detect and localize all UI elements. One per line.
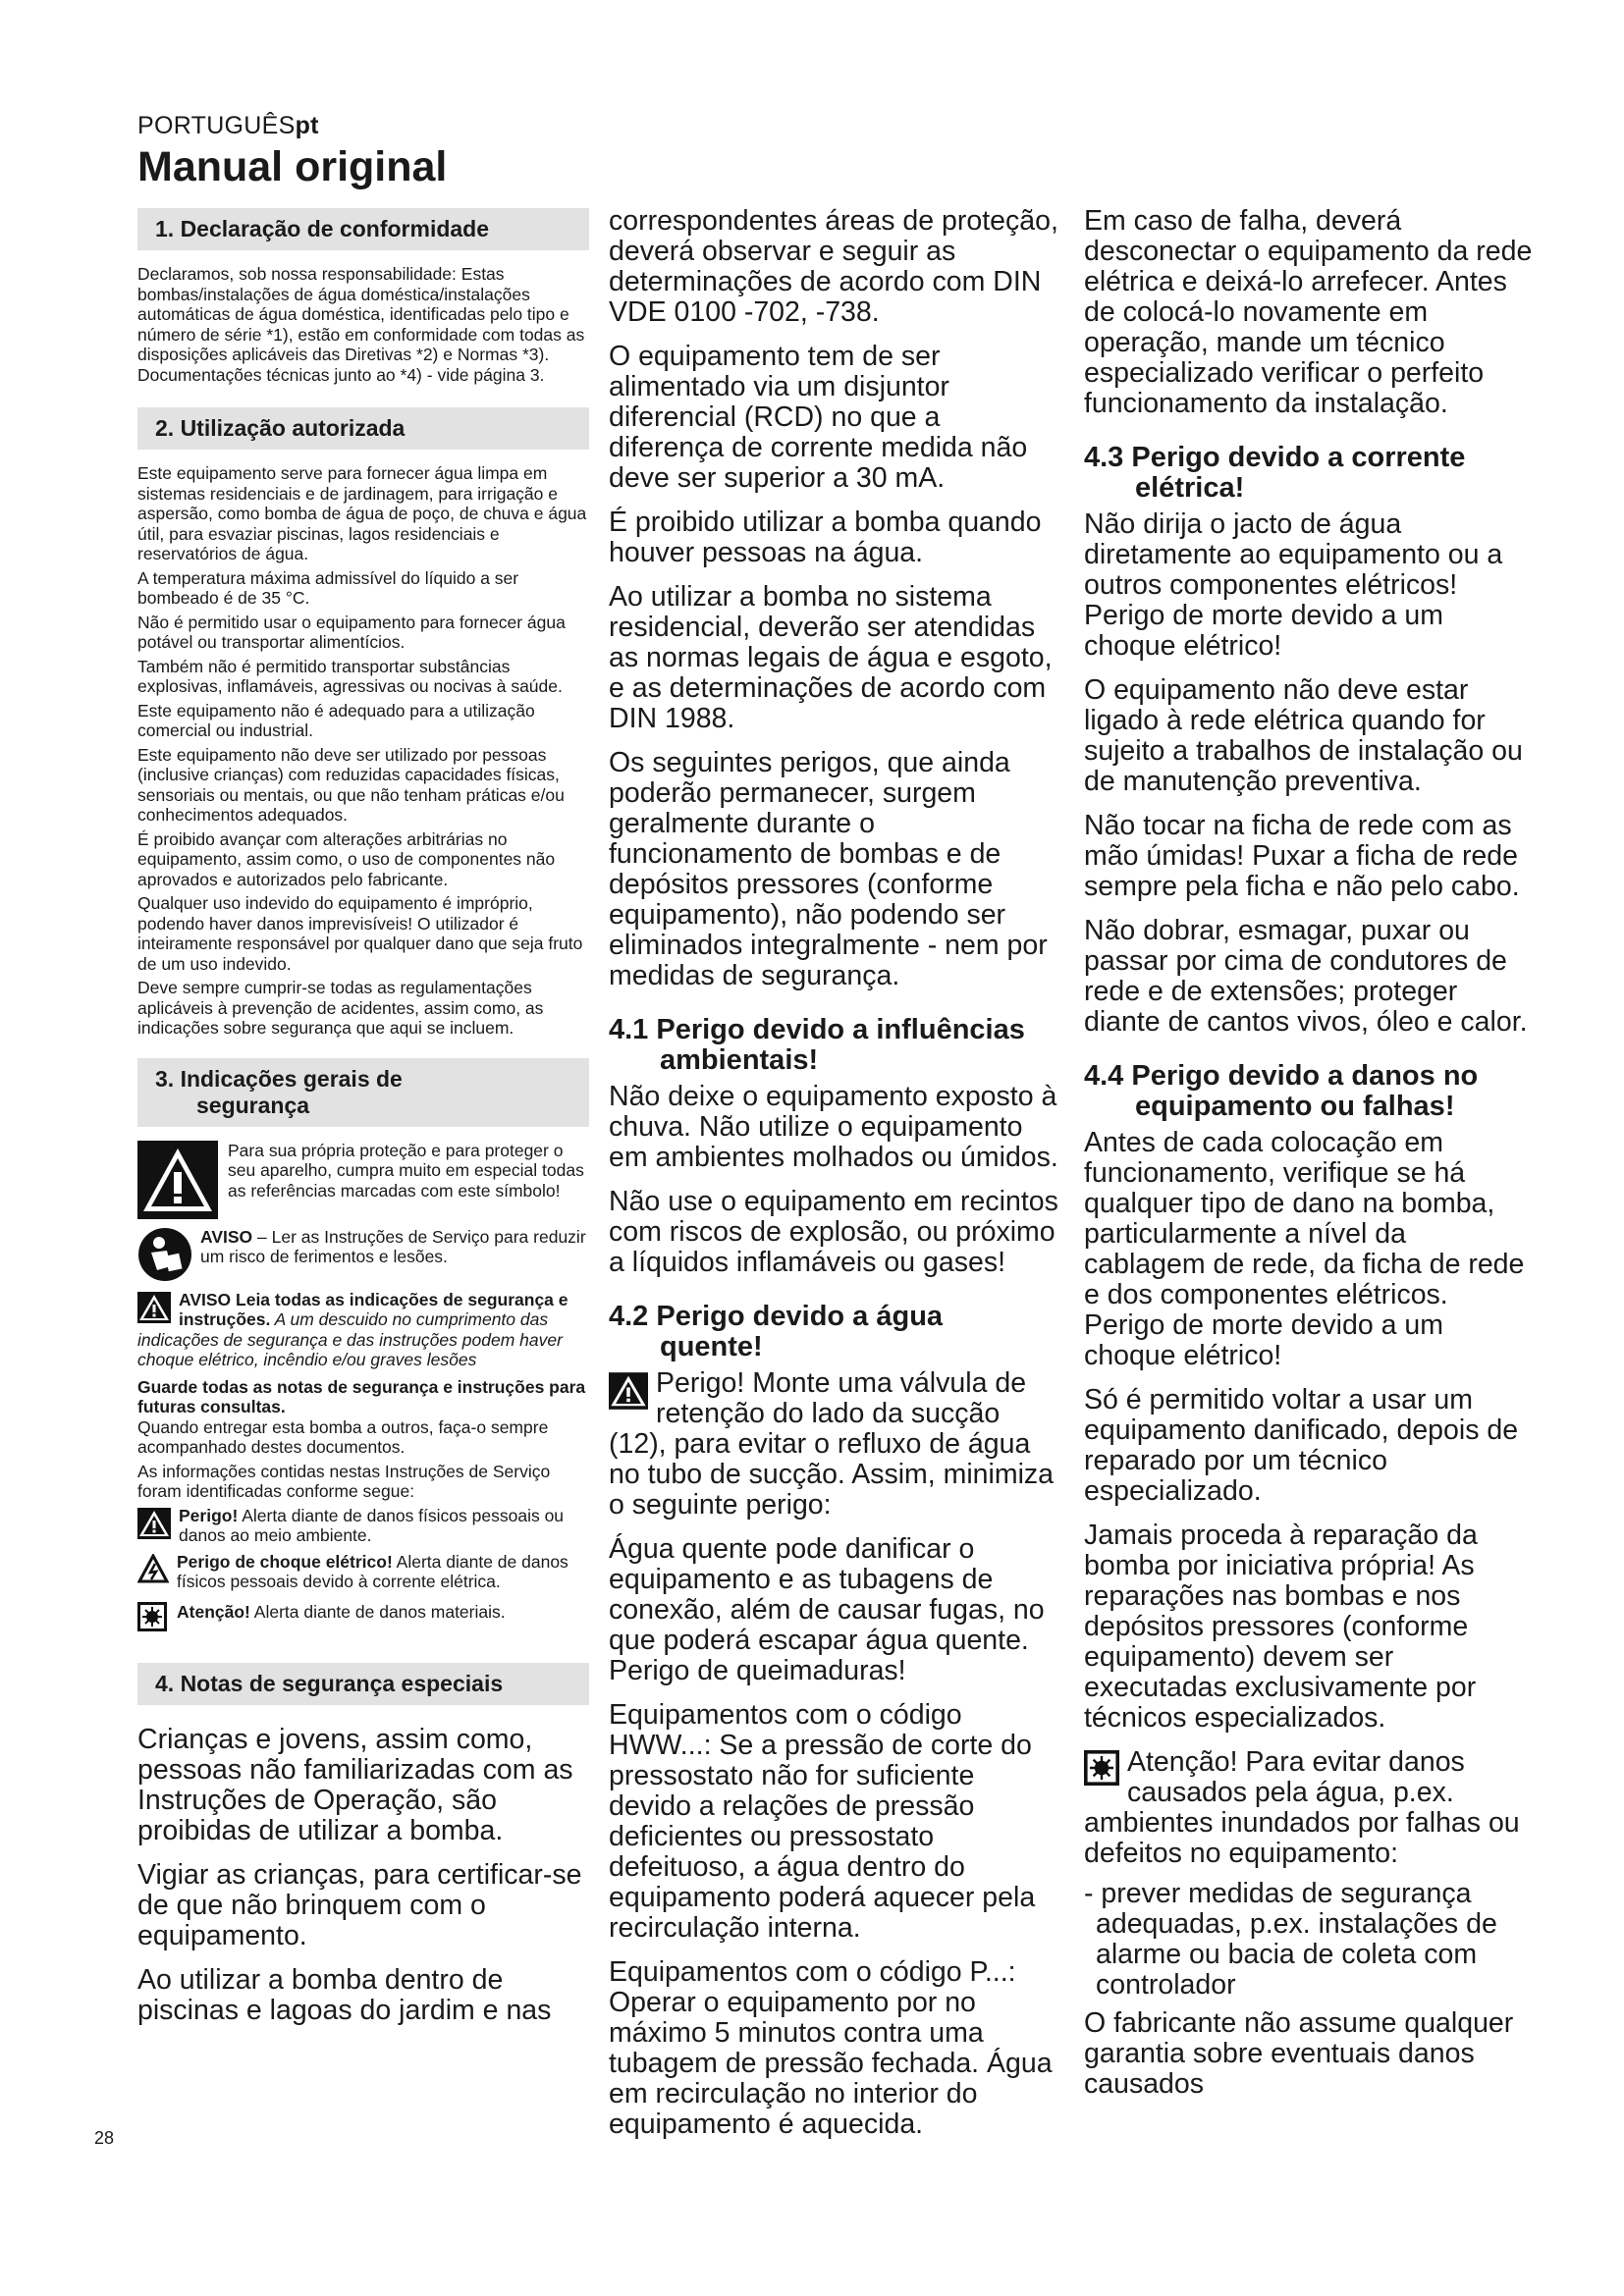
body-para: Ao utilizar a bomba no sistema residencial, deverão ser atendidas as normas legais de água e esgoto, e as determinações de acordo com DIN 1988. [609, 581, 1053, 734]
page-number: 28 [94, 2128, 115, 2148]
atencao-label: Atenção! [177, 1601, 250, 1622]
list-item: - prever medidas de segurança adequadas, p.ex. instalações de alarme ou bacia de coleta com controlador [1084, 1878, 1497, 2001]
attention-icon [1084, 1750, 1119, 1786]
body-para: O fabricante não assume qualquer garantia sobre eventuais danos causados [1084, 2007, 1514, 2100]
guarde-text: Quando entregar esta bomba a outros, faça-o sempre acompanhado destes documentos. [137, 1416, 549, 1457]
subsection-4-4-heading [1084, 1061, 1534, 1122]
section-2-para: Este equipamento serve para fornecer água limpa em sistemas residenciais e de jardinagem, para irrigação e aspersão, como bomba de água de poço, de chuva e água útil, para esvaziar piscinas, lagos residenciais e reservatórios de água. [137, 463, 587, 563]
warning-triangle-icon [137, 1141, 218, 1219]
danger-triangle-icon [137, 1508, 171, 1539]
warning-triangle-icon [137, 1292, 171, 1323]
body-para: Antes de cada colocação em funcionamento, verifique se há qualquer tipo de dano na bomba, particularmente a nível da cablagem de rede, da ficha de rede e dos componentes elétricos. Perigo de morte devido a um choque elétrico! [1084, 1127, 1525, 1371]
choque-label: Perigo de choque elétrico! [177, 1551, 393, 1572]
section-2-para: Não é permitido usar o equipamento para fornecer água potável ou transportar alimentícios. [137, 612, 566, 652]
body-para: Não dirija o jacto de água diretamente ao equipamento ou a outros componentes elétricos! Perigo de morte devido a um choque elétrico! [1084, 508, 1503, 662]
body-para: Os seguintes perigos, que ainda poderão permanecer, surgem geralmente durante o funcionamento de bombas e de depósitos pressores (conforme equipamento), não podendo ser eliminados integralmente - nem por medidas de segurança. [609, 747, 1048, 991]
body-para: Água quente pode danificar o equipamento e as tubagens de conexão, além de causar fugas, no que poderá escapar água quente. Perigo de queimaduras! [609, 1533, 1045, 1686]
aviso-1-label: AVISO [200, 1226, 253, 1247]
body-para: Equipamentos com o código HWW...: Se a pressão de corte do pressostato não for suficiente devido a relações de pressão deficientes ou pressostato defeituoso, a água dentro do equipamento poderá aquecer pela recirculação interna. [609, 1699, 1036, 1944]
column-1 [137, 208, 589, 2040]
safety-symbol-intro: Para sua própria proteção e para proteger o seu aparelho, cumpra muito em especial todas as referências marcadas com este símbolo! [228, 1140, 584, 1201]
section-4-para: Crianças e jovens, assim como, pessoas não familiarizadas com as Instruções de Operação, são proibidas de utilizar a bomba. [137, 1723, 573, 1846]
subsection-4-1-line2: ambientais! [660, 1044, 819, 1076]
subsection-4-2-line2: quente! [660, 1331, 763, 1362]
section-4-body [137, 1725, 589, 2026]
section-2-para: A temperatura máxima admissível do líquido a ser bombeado é de 35 °C. [137, 567, 519, 608]
section-2-para: Deve sempre cumprir-se todas as regulamentações aplicáveis à prevenção de acidentes, assim como, as indicações sobre segurança que aqui se incluem. [137, 978, 544, 1038]
section-4-para: Ao utilizar a bomba dentro de piscinas e lagoas do jardim e nas [137, 1963, 552, 2026]
column-3 [1084, 206, 1534, 2113]
section-3-heading-line2: segurança [196, 1092, 310, 1118]
hot-water-warning [609, 1368, 1058, 1521]
body-para: É proibido utilizar a bomba quando houver pessoas na água. [609, 507, 1042, 568]
choque-text: Alerta diante de danos físicos pessoais devido à corrente elétrica. [177, 1551, 568, 1591]
section-2-para: Este equipamento não deve ser utilizado por pessoas (inclusive crianças) com reduzidas capacidades físicas, sensoriais ou mentais, ou que não tenham práticas e/ou conhecimentos adequados. [137, 744, 565, 825]
section-2-body [137, 463, 589, 1039]
hot-water-warning-text: Perigo! Monte uma válvula de retenção do lado da sucção (12), para evitar o refluxo de água no tubo de sucção. Assim, minimiza o seguinte perigo: [609, 1367, 1055, 1521]
language-code: pt [295, 112, 319, 139]
subsection-4-3-line2: elétrica! [1135, 472, 1245, 504]
subsection-4-1-line1: 4.1 Perigo devido a influências [609, 1014, 1025, 1045]
section-2-para: Também não é permitido transportar substâncias explosivas, inflamáveis, agressivas ou nocivas à saúde. [137, 656, 563, 696]
body-para: correspondentes áreas de proteção, deverá observar e seguir as determinações de acordo com DIN VDE 0100 -702, -738. [609, 205, 1058, 328]
column-2 [609, 206, 1058, 2154]
subsection-4-4-line1: 4.4 Perigo devido a danos no [1084, 1060, 1479, 1092]
subsection-4-2-line1: 4.2 Perigo devido a água [609, 1301, 944, 1332]
section-3-heading [137, 1058, 589, 1127]
body-para: Não dobrar, esmagar, puxar ou passar por cima de condutores de rede e de extensões; proteger diante de cantos vivos, óleo e calor. [1084, 915, 1528, 1038]
perigo-text: Alerta diante de danos físicos pessoais ou danos ao meio ambiente. [179, 1505, 565, 1545]
body-para: Não use o equipamento em recintos com riscos de explosão, ou próximo a líquidos inflamáveis ou gases! [609, 1186, 1058, 1278]
page-title: Manual original [137, 143, 448, 190]
attention-icon [137, 1602, 167, 1631]
subsection-4-3-line1: 4.3 Perigo devido a corrente [1084, 442, 1466, 473]
subsection-4-4-line2: equipamento ou falhas! [1135, 1091, 1455, 1122]
section-2-heading: 2. Utilização autorizada [137, 407, 589, 450]
body-para: O equipamento tem de ser alimentado via um disjuntor diferencial (RCD) no que a diferença de corrente medida não deve ser superior a 30 mA. [609, 341, 1028, 494]
section-1-text: Declaramos, sob nossa responsabilidade: Estas bombas/instalações de água doméstica/instalações automáticas de água doméstica, identificadas pelo tipo e número de série *1), estão em conformidade com todas as disposições aplicáveis das Diretivas *2) e Normas *3). Documentações técnicas junto ao *4) - vide página 3. [137, 264, 585, 385]
body-para: Só é permitido voltar a usar um equipamento danificado, depois de reparado por um técnico especializado. [1084, 1384, 1519, 1507]
section-1-heading: 1. Declaração de conformidade [137, 208, 589, 250]
subsection-4-2-heading [609, 1302, 1058, 1362]
aviso-2-label: AVISO Leia todas as indicações de segurança e instruções. [179, 1289, 568, 1329]
read-manual-icon [137, 1227, 192, 1282]
guarde-heading: Guarde todas as notas de segurança e instruções para futuras consultas. [137, 1376, 586, 1416]
section-2-para: Qualquer uso indevido do equipamento é impróprio, podendo haver danos imprevisíveis! O utilizador é inteiramente responsável por qualquer dano que seja fruto de um uso indevido. [137, 893, 583, 974]
section-4-heading: 4. Notas de segurança especiais [137, 1663, 589, 1705]
section-4-para: Vigiar as crianças, para certificar-se de que não brinquem com o equipamento. [137, 1858, 582, 1951]
info-marking-text: As informações contidas nestas Instruções de Serviço foram identificadas conforme segue: [137, 1461, 551, 1501]
body-para: O equipamento não deve estar ligado à rede elétrica quando for sujeito a trabalhos de instalação ou de manutenção preventiva. [1084, 674, 1523, 797]
subsection-4-3-heading [1084, 443, 1534, 504]
language-label [137, 112, 319, 140]
subsection-4-1-heading [609, 1015, 1058, 1076]
section-3-body [137, 1141, 589, 1631]
body-para: Em caso de falha, deverá desconectar o equipamento da rede elétrica e deixá-lo arrefecer. Antes de colocá-lo novamente em operação, mande um técnico especializado verificar o perfeito funcionamento da instalação. [1084, 205, 1533, 419]
aviso-2-block [137, 1290, 589, 1370]
electric-shock-icon [137, 1554, 169, 1583]
aviso-1-text: – Ler as Instruções de Serviço para reduzir um risco de ferimentos e lesões. [200, 1226, 586, 1266]
water-damage-warning-text: Atenção! Para evitar danos causados pela água, p.ex. ambientes inundados por falhas ou defeitos no equipamento: [1084, 1746, 1520, 1869]
aviso-2-text: A um descuido no cumprimento das indicações de segurança e das instruções podem haver choque elétrico, incêndio e/ou graves lesões [137, 1309, 563, 1369]
water-damage-warning [1084, 1747, 1534, 1869]
atencao-text: Alerta diante de danos materiais. [249, 1601, 506, 1622]
danger-triangle-icon [609, 1372, 648, 1410]
body-para: Não tocar na ficha de rede com as mão úmidas! Puxar a ficha de rede sempre pela ficha e não pelo cabo. [1084, 810, 1520, 902]
language-name: PORTUGUÊS [137, 112, 296, 139]
section-3-heading-line1: 3. Indicações gerais de [155, 1065, 403, 1092]
section-2-para: É proibido avançar com alterações arbitrárias no equipamento, assim como, o uso de componentes não aprovados e autorizados pelo fabricante. [137, 828, 556, 889]
perigo-label: Perigo! [179, 1505, 239, 1525]
body-para: Equipamentos com o código P...: Operar o equipamento por no máximo 5 minutos contra uma tubagem de pressão fechada. Água em recirculação no interior do equipamento é aquecida. [609, 1956, 1053, 2140]
body-para: Jamais proceda à reparação da bomba por iniciativa própria! As reparações nas bombas e nos depósitos pressores (conforme equipamento) devem ser executadas exclusivamente por técnicos especializados. [1084, 1520, 1478, 1734]
section-2-para: Este equipamento não é adequado para a utilização comercial ou industrial. [137, 700, 535, 740]
body-para: Não deixe o equipamento exposto à chuva. Não utilize o equipamento em ambientes molhados ou úmidos. [609, 1081, 1058, 1173]
